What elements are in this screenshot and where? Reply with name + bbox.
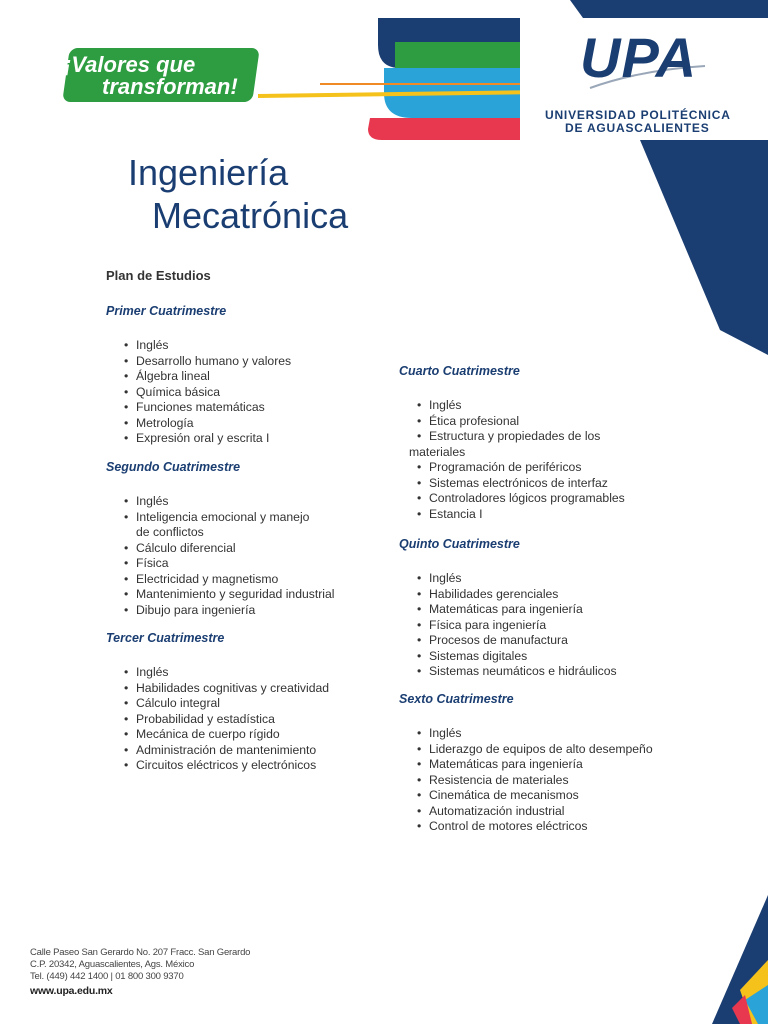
footer-address-2: C.P. 20342, Aguascalientes, Ags. México: [30, 959, 195, 970]
course-item: • Expresión oral y escrita I: [124, 431, 270, 445]
term-sexto: [399, 692, 699, 835]
course-item: • Estancia I: [417, 506, 483, 521]
term-cuarto: [399, 364, 699, 522]
course-item: • Circuitos eléctricos y electrónicos: [124, 758, 317, 772]
course-item: • Probabilidad y estadística: [124, 711, 275, 726]
course-item: • Física para ingeniería: [417, 617, 547, 632]
slogan-badge: [62, 48, 262, 104]
course-item: • Inglés: [417, 398, 462, 412]
course-item-continuation: materiales: [409, 444, 466, 459]
course-item: • Liderazgo de equipos de alto desempeño: [417, 741, 653, 756]
course-item: • Cálculo integral: [124, 696, 221, 710]
course-item: • Procesos de manufactura: [417, 633, 568, 647]
course-item: • Automatización industrial: [417, 803, 565, 818]
course-item: • Habilidades gerenciales: [417, 586, 559, 601]
term-primer: [106, 304, 406, 447]
course-item: • Dibujo para ingeniería: [124, 602, 256, 617]
course-item: • Controladores lógicos programables: [417, 491, 625, 505]
course-item: • Química básica: [124, 384, 220, 399]
course-item: • Física: [124, 556, 169, 570]
term-title: Sexto Cuatrimestre: [399, 692, 514, 706]
course-item: • Álgebra lineal: [124, 369, 210, 383]
footer-website-link[interactable]: www.upa.edu.mx: [30, 985, 113, 997]
course-item: • Mecánica de cuerpo rígido: [124, 727, 280, 741]
course-item: • Inglés: [124, 338, 169, 352]
footer-contact: [30, 947, 250, 997]
course-item: • Inglés: [417, 571, 462, 585]
course-list: [106, 665, 406, 774]
term-title: Segundo Cuatrimestre: [106, 460, 241, 474]
term-quinto: [399, 537, 699, 680]
slogan-line-1: ¡Valores que: [64, 52, 196, 77]
course-item: • Ética profesional: [417, 413, 520, 428]
program-title-line-1: Ingeniería: [128, 152, 289, 193]
course-item: • Sistemas digitales: [417, 648, 528, 663]
course-list: [399, 726, 699, 835]
course-item: • Inteligencia emocional y manejo: [124, 509, 310, 524]
course-item: • Inglés: [124, 494, 169, 508]
course-item: • Mantenimiento y seguridad industrial: [124, 587, 335, 601]
course-item: • Programación de periféricos: [417, 460, 582, 474]
plan-de-estudios-heading: Plan de Estudios: [106, 268, 211, 283]
top-navy-band: [570, 0, 768, 18]
program-title-line-2: Mecatrónica: [152, 195, 349, 236]
course-list: [106, 494, 406, 618]
course-item: • Metrología: [124, 415, 194, 430]
term-title: Quinto Cuatrimestre: [399, 537, 520, 551]
slogan-line-2: transforman!: [102, 74, 238, 99]
course-list: [399, 571, 699, 680]
term-title: Primer Cuatrimestre: [106, 304, 227, 318]
term-title: Cuarto Cuatrimestre: [399, 364, 520, 378]
course-item: • Cálculo diferencial: [124, 540, 236, 555]
course-item: • Inglés: [124, 665, 169, 679]
course-item: • Estructura y propiedades de los: [417, 429, 601, 443]
term-title: Tercer Cuatrimestre: [106, 631, 225, 645]
term-tercer: [106, 631, 406, 774]
course-item: • Sistemas neumáticos e hidráulicos: [417, 664, 617, 678]
course-item: • Administración de mantenimiento: [124, 742, 317, 757]
course-item: • Matemáticas para ingeniería: [417, 757, 583, 771]
course-list: [106, 338, 406, 447]
university-name-line-1: UNIVERSIDAD POLITÉCNICA: [545, 108, 731, 122]
university-name-line-2: DE AGUASCALIENTES: [565, 121, 710, 135]
course-item: • Resistencia de materiales: [417, 772, 569, 787]
course-item: • Inglés: [417, 726, 462, 740]
course-item: • Electricidad y magnetismo: [124, 571, 279, 586]
course-item: • Funciones matemáticas: [124, 400, 265, 414]
right-navy-diagonal: [640, 140, 768, 355]
course-item: • Control de motores eléctricos: [417, 819, 588, 833]
course-item: • Desarrollo humano y valores: [124, 353, 292, 368]
course-item: • Habilidades cognitivas y creatividad: [124, 680, 330, 695]
course-item: • Matemáticas para ingeniería: [417, 602, 583, 616]
upa-logo: UPA: [580, 26, 698, 89]
footer-address-1: Calle Paseo San Gerardo No. 207 Fracc. San Gerardo: [30, 947, 251, 958]
course-item: • Sistemas electrónicos de interfaz: [417, 475, 608, 490]
course-list: [399, 398, 699, 522]
course-item-continuation: de conflictos: [136, 525, 204, 539]
term-segundo: [106, 460, 406, 618]
footer-phone: Tel. (449) 442 1400 | 01 800 300 9370: [30, 971, 184, 982]
course-item: • Cinemática de mecanismos: [417, 788, 579, 802]
